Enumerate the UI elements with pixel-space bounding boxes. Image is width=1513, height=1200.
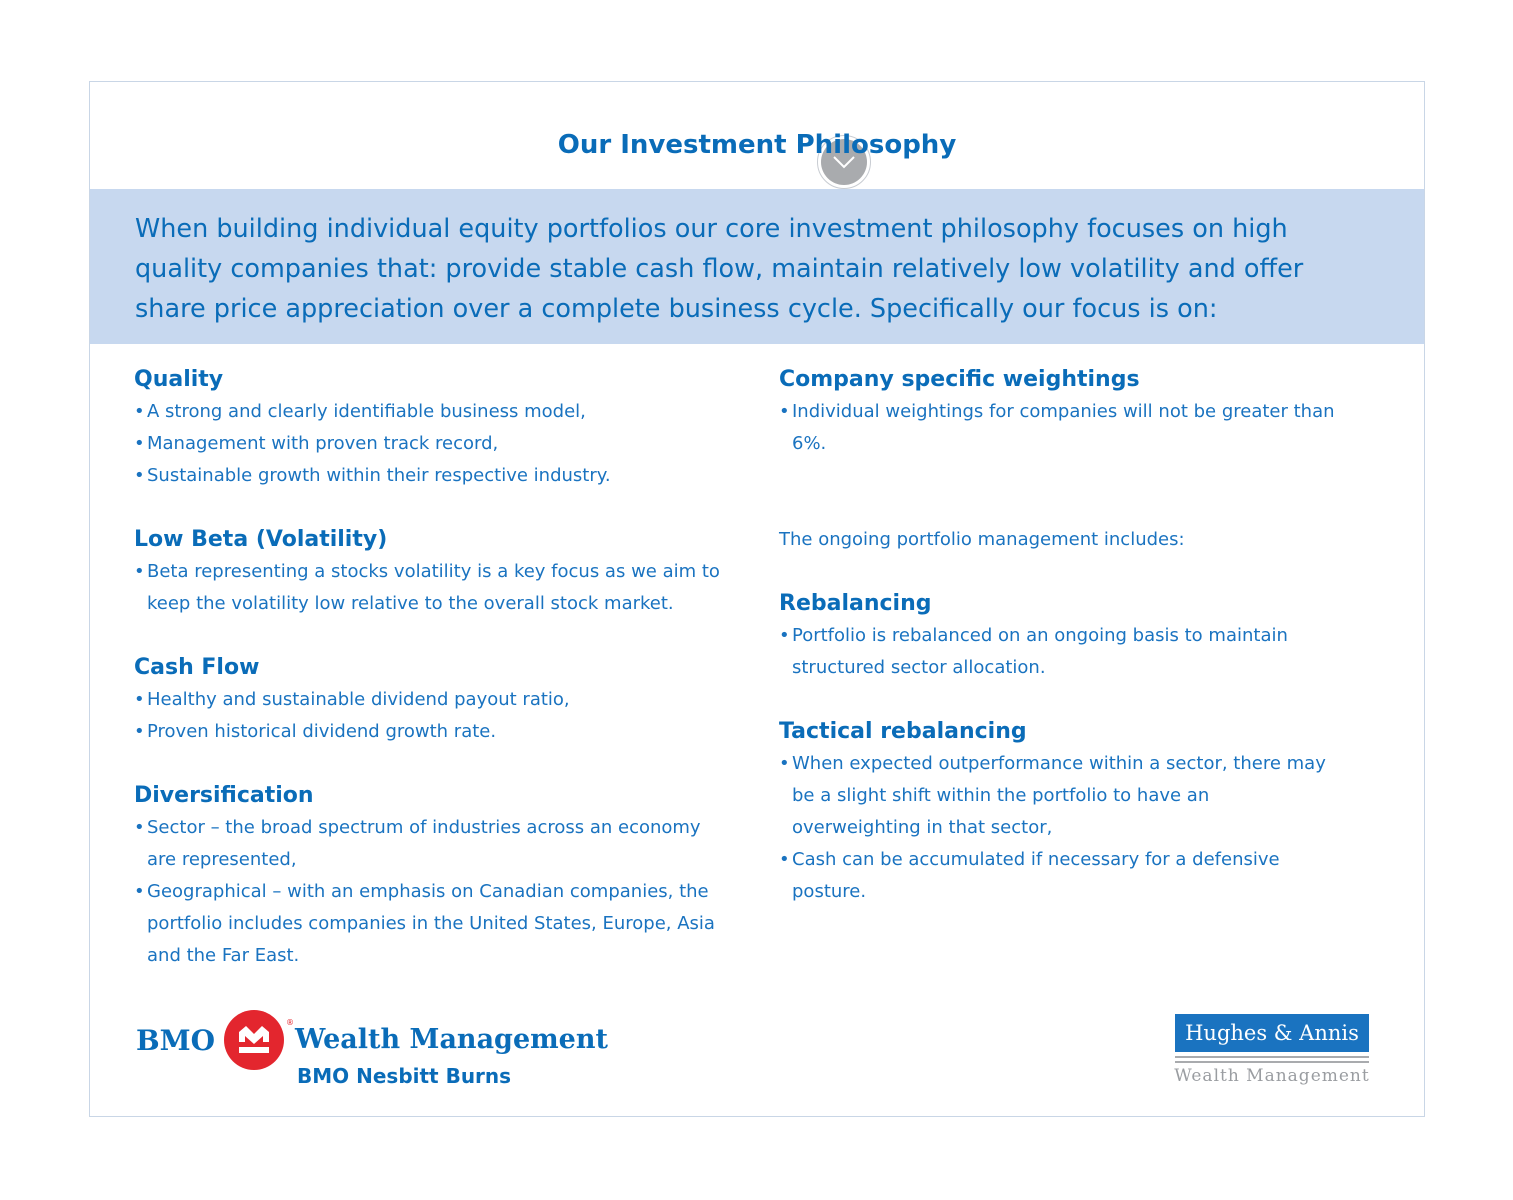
- bullet-dot: •: [134, 689, 145, 710]
- list-item: [134, 556, 734, 620]
- ongoing-text: The ongoing portfolio management includes:: [779, 529, 1185, 550]
- bullet-list: [134, 396, 734, 492]
- list-item-text: Proven historical dividend growth rate.: [147, 721, 497, 742]
- section-rebalancing: [779, 588, 1339, 684]
- list-item: [779, 620, 1339, 684]
- section-tactical-rebalancing: [779, 716, 1339, 908]
- list-item: [134, 396, 734, 428]
- bullet-dot: •: [134, 881, 145, 902]
- bullet-dot: •: [779, 625, 790, 646]
- left-column: [134, 364, 734, 972]
- list-item: [779, 844, 1339, 908]
- bmo-logo: [136, 1010, 656, 1100]
- bmo-wealth-management: Wealth Management: [295, 1024, 608, 1055]
- list-item-text: Individual weightings for companies will not be greater than 6%.: [792, 401, 1335, 454]
- section-quality: [134, 364, 734, 492]
- list-item-text: Healthy and sustainable dividend payout ratio,: [147, 689, 570, 710]
- list-item: [134, 876, 734, 972]
- bullet-dot: •: [134, 401, 145, 422]
- bullet-dot: •: [134, 561, 145, 582]
- bmo-nesbitt-burns: BMO Nesbitt Burns: [297, 1064, 512, 1088]
- list-item: [134, 428, 734, 460]
- section-company-weightings: [779, 364, 1339, 460]
- divider: [1175, 1056, 1369, 1058]
- bullet-dot: •: [134, 817, 145, 838]
- divider: [1175, 1061, 1369, 1063]
- bullet-list: [134, 812, 734, 972]
- list-item-text: A strong and clearly identifiable business model,: [147, 401, 586, 422]
- right-column: [779, 364, 1339, 908]
- list-item-text: Management with proven track record,: [147, 433, 499, 454]
- bmo-wordmark: BMO: [136, 1024, 216, 1057]
- bullet-list: [134, 556, 734, 620]
- list-item-text: Cash can be accumulated if necessary for a defensive posture.: [792, 849, 1280, 902]
- bullet-dot: •: [134, 433, 145, 454]
- list-item-text: Geographical – with an emphasis on Canadian companies, the portfolio includes companies in the United States, Europe, Asia and the Far East.: [147, 881, 715, 966]
- list-item: [779, 748, 1339, 844]
- section-heading: Low Beta (Volatility): [134, 527, 388, 552]
- list-item: [134, 460, 734, 492]
- bmo-m-bar-icon: [237, 1024, 271, 1056]
- bullet-list: [779, 620, 1339, 684]
- page-title: Our Investment Philosophy: [557, 130, 957, 160]
- list-item-text: Beta representing a stocks volatility is a key focus as we aim to keep the volatility low relative to the overall stock market.: [147, 561, 720, 614]
- list-item-text: When expected outperformance within a sector, there may be a slight shift within the portfolio to have an overweighting in that sector,: [792, 753, 1326, 838]
- bullet-dot: •: [134, 721, 145, 742]
- list-item-text: Portfolio is rebalanced on an ongoing basis to maintain structured sector allocation.: [792, 625, 1288, 678]
- hughes-annis-subtitle: Wealth Management: [1174, 1066, 1370, 1086]
- bullet-dot: •: [779, 401, 790, 422]
- list-item: [779, 396, 1339, 460]
- list-item-text: Sustainable growth within their respective industry.: [147, 465, 611, 486]
- list-item-text: Sector – the broad spectrum of industries across an economy are represented,: [147, 817, 701, 870]
- philosophy-card: [89, 81, 1425, 1117]
- registered-mark: ®: [286, 1018, 294, 1027]
- bullet-dot: •: [779, 849, 790, 870]
- hughes-annis-logo: [1173, 1014, 1369, 1094]
- list-item: [134, 812, 734, 876]
- bullet-list: [779, 748, 1339, 908]
- intro-text: When building individual equity portfolios our core investment philosophy focuses on high quality companies that: provide stable cash flow, maintain relatively low volatility and offer share price appreciation over a complete business cycle. Specifically our focus is on:: [135, 214, 1304, 324]
- section-low-beta: [134, 524, 734, 620]
- bullet-dot: •: [779, 753, 790, 774]
- section-cash-flow: [134, 652, 734, 748]
- list-item: [134, 716, 734, 748]
- section-heading: Cash Flow: [134, 655, 260, 680]
- bullet-dot: •: [134, 465, 145, 486]
- bullet-list: [779, 396, 1339, 460]
- section-heading: Quality: [134, 367, 224, 392]
- intro-banner: [90, 189, 1424, 344]
- bullet-list: [134, 684, 734, 748]
- hughes-annis-name: Hughes & Annis: [1175, 1014, 1369, 1052]
- section-diversification: [134, 780, 734, 972]
- list-item: [134, 684, 734, 716]
- section-heading: Rebalancing: [779, 591, 932, 616]
- section-heading: Diversification: [134, 783, 314, 808]
- bmo-roundel-icon: [224, 1010, 284, 1070]
- section-heading: Tactical rebalancing: [779, 719, 1027, 744]
- section-heading: Company specific weightings: [779, 367, 1140, 392]
